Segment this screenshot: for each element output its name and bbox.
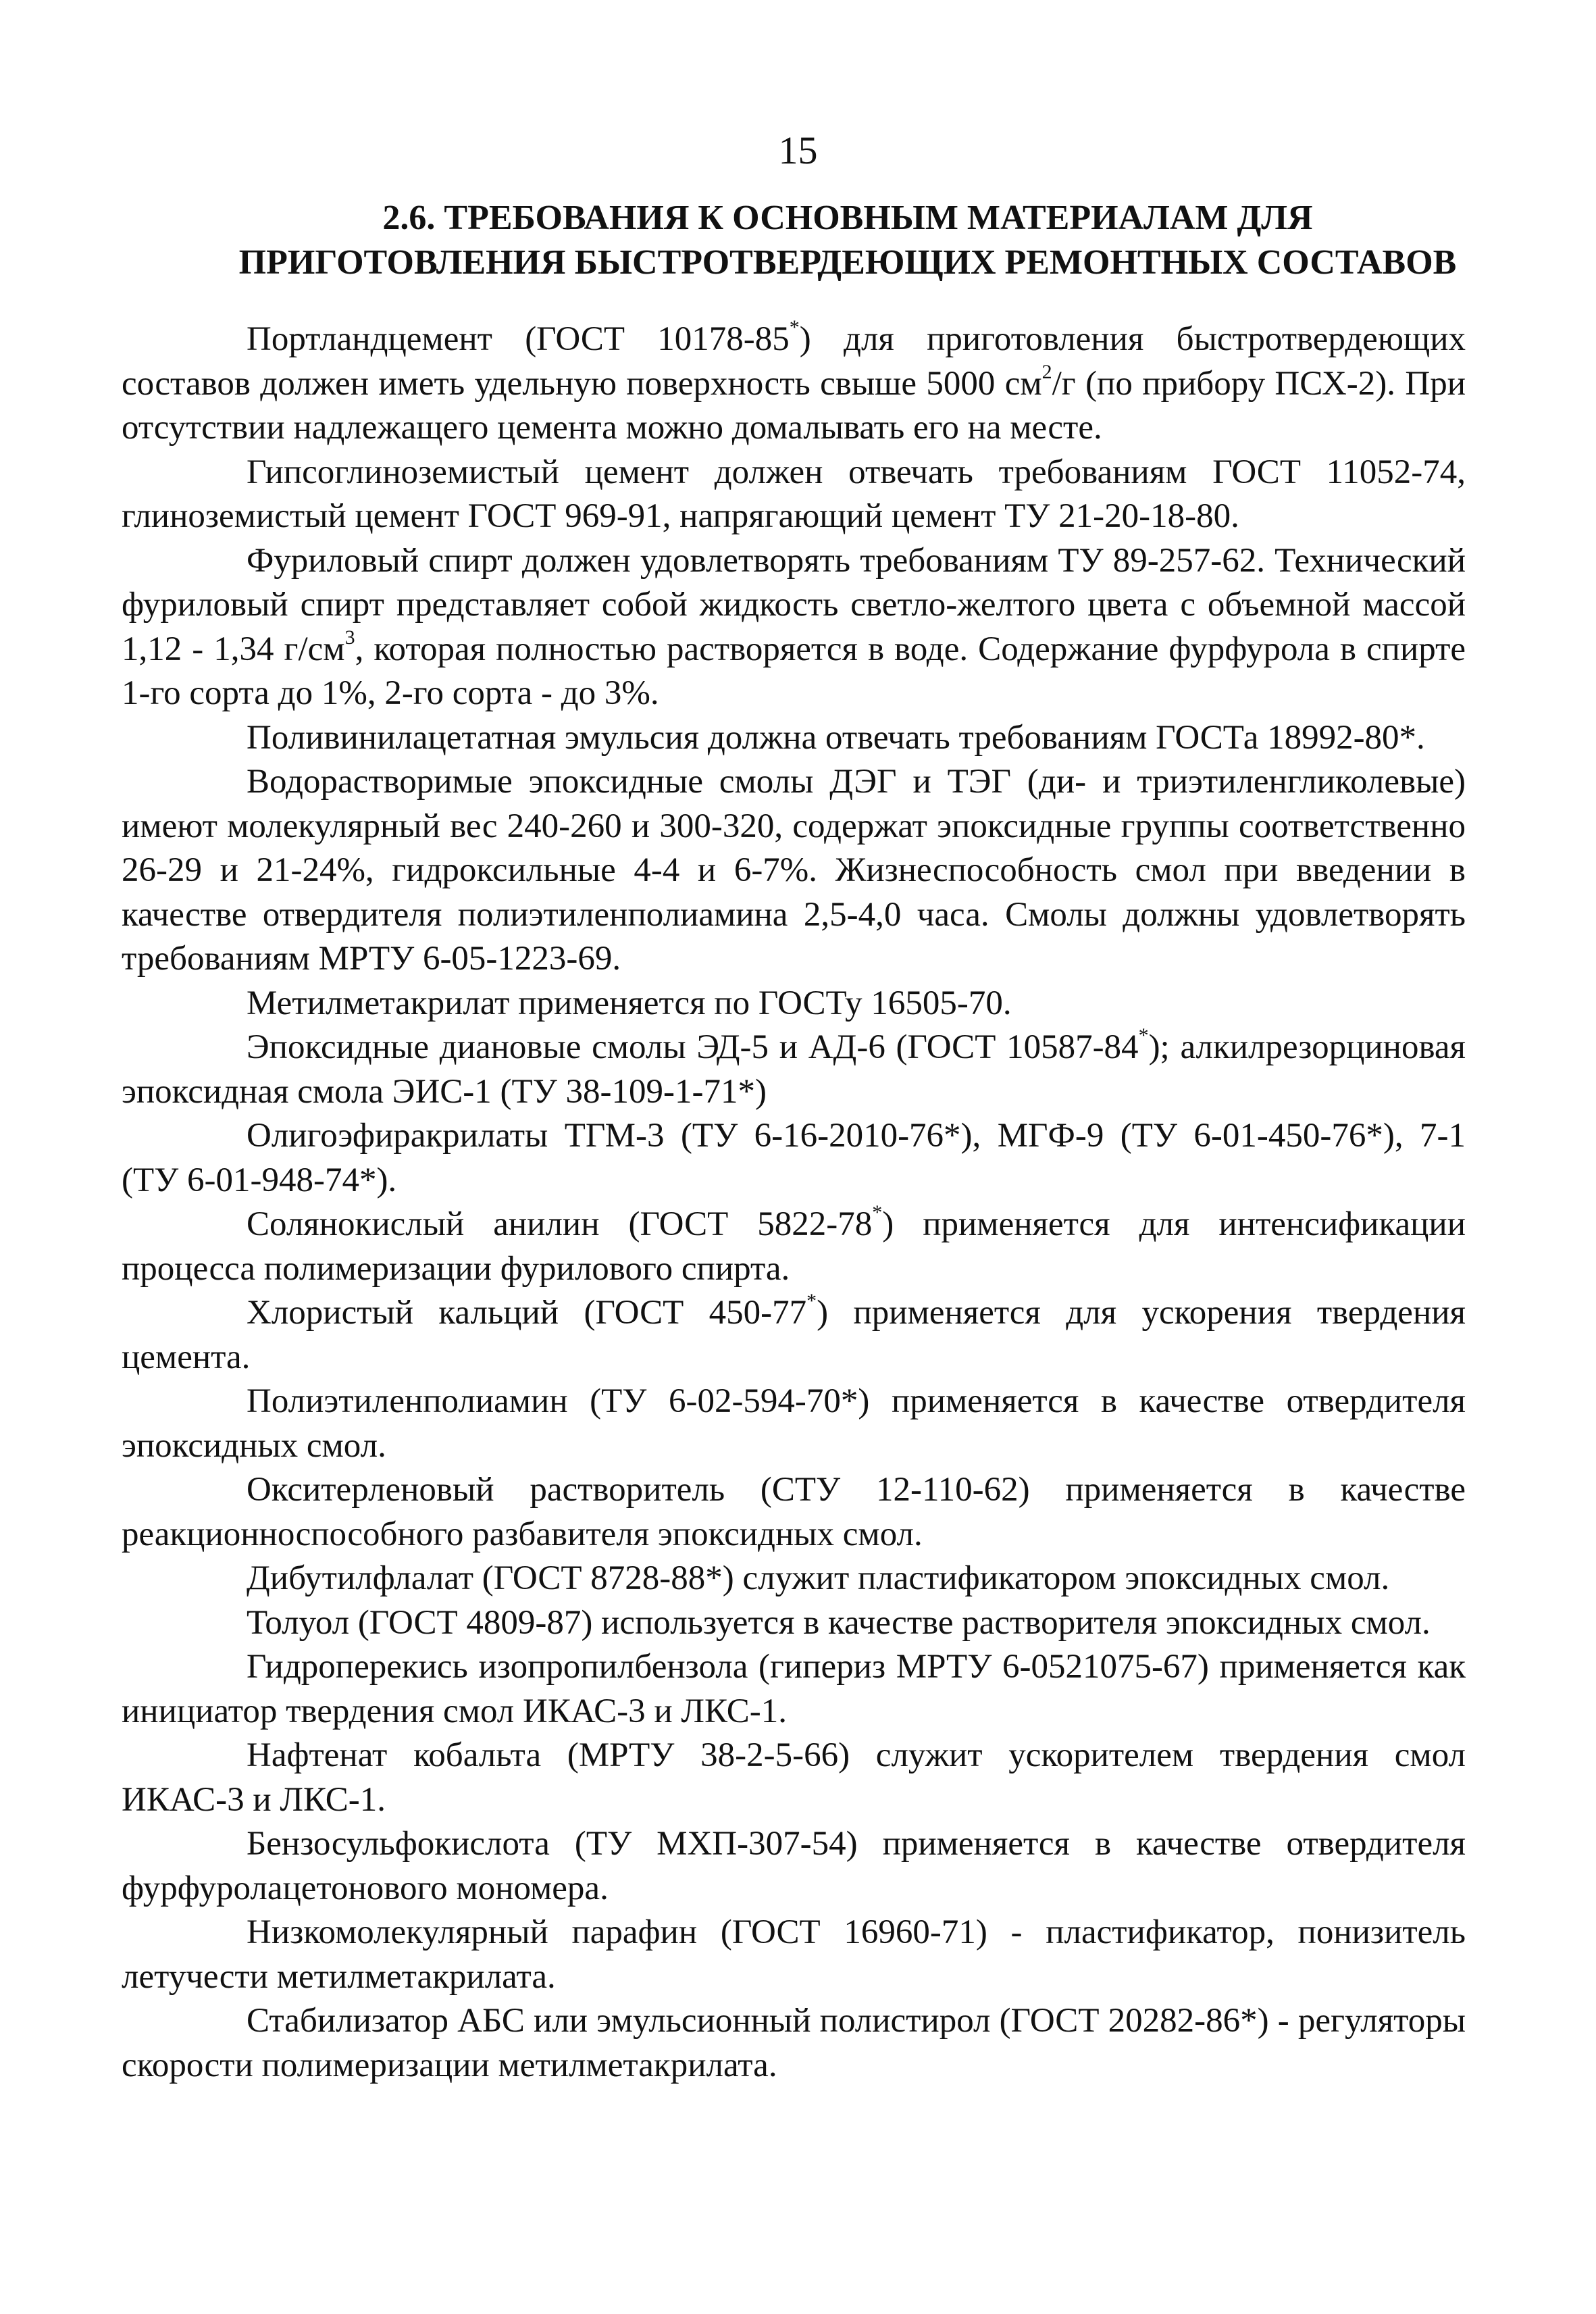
paragraph-methyl-methacrylate: Метилметакрилат применяется по ГОСТу 16505-70. — [247, 984, 1012, 1022]
paragraph-polyethylene-polyamine: Полиэтиленполиамин (ТУ 6-02-594-70*) применяется в качестве отвердителя эпоксидных смол. — [122, 1382, 1466, 1465]
paragraph-dibutyl-phthalate: Дибутилфлалат (ГОСТ 8728-88*) служит пластификатором эпоксидных смол. — [247, 1559, 1390, 1597]
paragraph-gypsum-alumina-cement: Гипсоглиноземистый цемент должен отвечать требованиям ГОСТ 11052-74, глиноземистый цемент ГОСТ 969-91, напрягающий цемент ТУ 21-20-18-80. — [122, 453, 1466, 535]
paragraph-oligoester-acrylates: Олигоэфиракрилаты ТГМ-3 (ТУ 6-16-2010-76*), МГФ-9 (ТУ 6-01-450-76*), 7-1 (ТУ 6-01-948-74*). — [122, 1117, 1466, 1199]
section-title-line-2: ПРИГОТОВЛЕНИЯ БЫСТРОТВЕРДЕЮЩИХ РЕМОНТНЫХ СОСТАВОВ — [238, 243, 1457, 282]
paragraph-paraffin: Низкомолекулярный парафин (ГОСТ 16960-71) - пластификатор, понизитель летучести метилметакрилата. — [122, 1913, 1466, 1996]
paragraph-calcium-chloride: Хлористый кальций (ГОСТ 450-77*) применяется для ускорения твердения цемента. — [122, 1290, 1466, 1376]
paragraph-toluene: Толуол (ГОСТ 4809-87) используется в качестве растворителя эпоксидных смол. — [247, 1603, 1431, 1642]
body-text — [122, 318, 1466, 2088]
paragraph-furyl-alcohol: Фуриловый спирт должен удовлетворять требованиям ТУ 89-257-62. Технический фуриловый спирт представляет собой жидкость светло-желтого цвета с объемной массой 1,12 - 1,34 $г/см^3$, которая полностью растворяется в воде. Содержание фурфурола в спирте 1-го сорта до 1%, 2-го сорта - до 3%. — [122, 541, 1466, 712]
paragraph-portland-cement: Портландцемент (ГОСТ 10178-85*) для приготовления быстротвердеющих составов должен иметь удельную поверхность свыше 5000 $см^2/г$ (по прибору ПСХ-2). При отсутствии надлежащего цемента можно домалывать его на месте. — [122, 316, 1466, 447]
paragraph-cumene-hydroperoxide: Гидроперекись изопропилбензола (гипериз МРТУ 6-0521075-67) применяется как инициатор твердения смол ИКАС-3 и ЛКС-1. — [122, 1648, 1466, 1730]
paragraph-epoxy-resins-deg-teg: Водорастворимые эпоксидные смолы ДЭГ и ТЭГ (ди- и триэтиленгликолевые) имеют молекулярный вес 240-260 и 300-320, содержат эпоксидные группы соответственно 26-29 и 21-24%, гидроксильные 4-4 и 6-7%. Жизнеспособность смол при введении в качестве отвердителя полиэтиленполиамина 2,5-4,0 часа. Смолы должны удовлетворять требованиям МРТУ 6-05-1223-69. — [122, 763, 1466, 978]
section-title-line-1: 2.6. ТРЕБОВАНИЯ К ОСНОВНЫМ МАТЕРИАЛАМ ДЛЯ — [382, 199, 1313, 237]
paragraph-pva-emulsion: Поливинилацетатная эмульсия должна отвечать требованиям ГОСТа 18992-80*. — [247, 718, 1425, 757]
paragraph-aniline-hydrochloride: Солянокислый анилин (ГОСТ 5822-78*) применяется для интенсификации процесса полимеризации фурилового спирта. — [122, 1201, 1466, 1288]
paragraph-benzenesulfonic-acid: Бензосульфокислота (ТУ МХП-307-54) применяется в качестве отвердителя фурфуролацетонового мономера. — [122, 1825, 1466, 1907]
paragraph-oxyterlene-solvent: Окситерленовый растворитель (СТУ 12-110-62) применяется в качестве реакционноспособного разбавителя эпоксидных смол. — [122, 1471, 1466, 1553]
section-title — [223, 196, 1472, 285]
page-number: 15 — [778, 128, 818, 172]
paragraph-abs-stabilizer: Стабилизатор АБС или эмульсионный полистирол (ГОСТ 20282-86*) - регуляторы скорости полимеризации метилметакрилата. — [122, 2002, 1466, 2084]
paragraph-cobalt-naphthenate: Нафтенат кобальта (МРТУ 38-2-5-66) служит ускорителем твердения смол ИКАС-3 и ЛКС-1. — [122, 1736, 1466, 1819]
paragraph-epoxy-dian-resins: Эпоксидные диановые смолы ЭД-5 и АД-6 (ГОСТ 10587-84*); алкилрезорциновая эпоксидная смола ЭИС-1 (ТУ 38-109-1-71*) — [122, 1024, 1466, 1111]
